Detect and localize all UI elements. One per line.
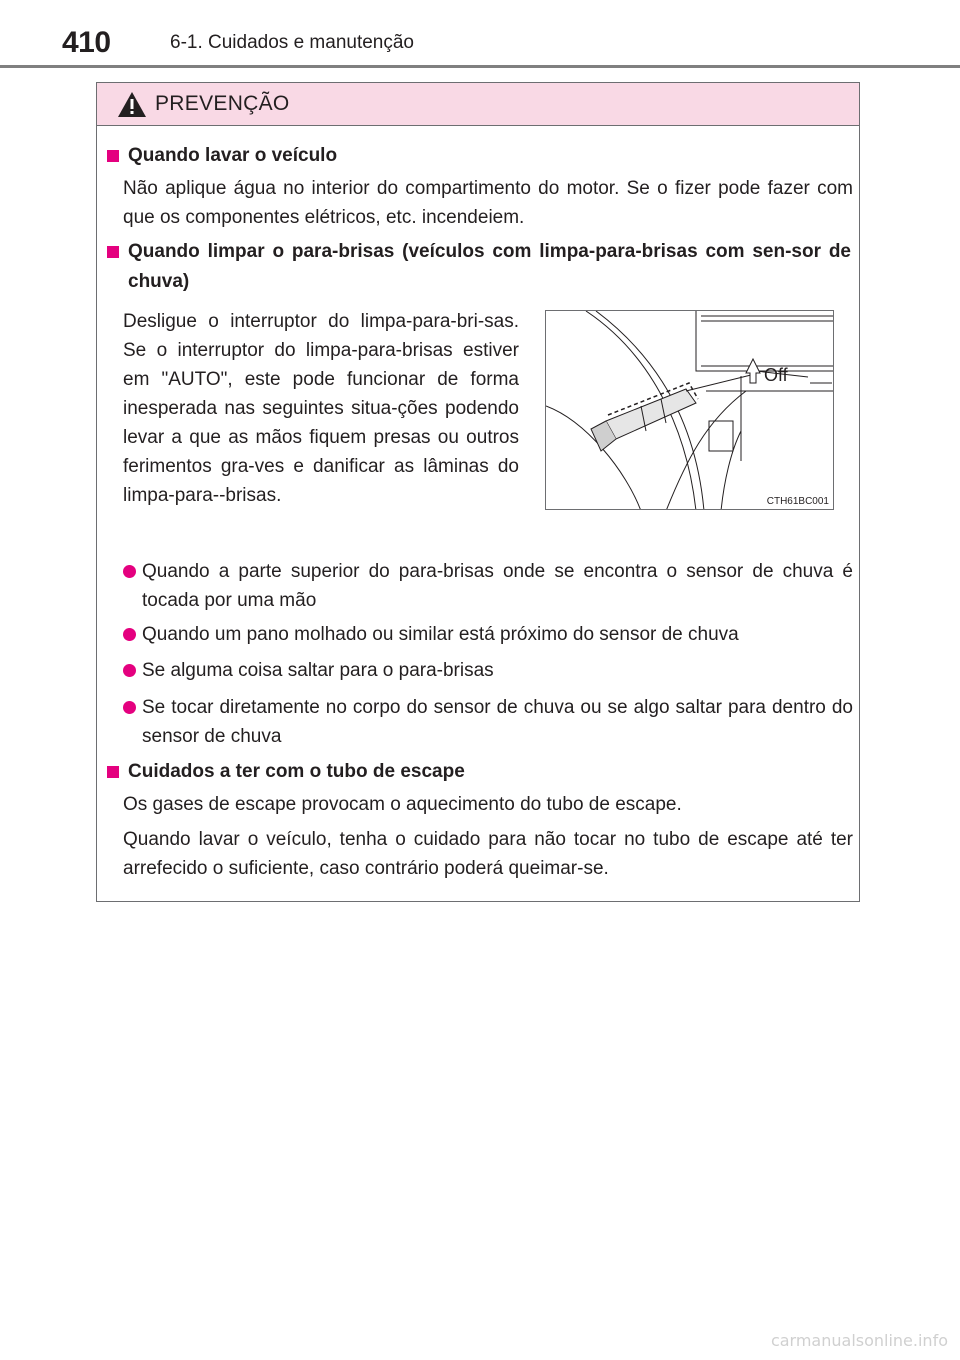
list-item bbox=[123, 620, 853, 649]
list-item-text: Quando a parte superior do para-brisas onde se encontra o sensor de chuva é tocada por uma mão bbox=[142, 561, 853, 611]
paragraph-washing: Não aplique água no interior do compartimento do motor. Se o fizer pode fazer com que os componentes elétricos, etc. incendeiem. bbox=[123, 178, 853, 228]
heading-text: Cuidados a ter com o tubo de escape bbox=[128, 761, 465, 782]
warning-header bbox=[97, 83, 859, 126]
circle-bullet bbox=[123, 628, 136, 641]
wiper-lever-illustration bbox=[546, 311, 834, 510]
warning-triangle-icon bbox=[117, 91, 147, 118]
off-label: Off bbox=[764, 365, 788, 385]
square-bullet bbox=[107, 150, 119, 162]
paragraph-windshield: Desligue o interruptor do limpa-para-bri-sas. Se o interruptor do limpa-para-brisas estiver em "AUTO", este pode funcionar de forma inesperada nas seguintes situa-ções podendo levar a que as mãos fiquem presas ou outros ferimentos gra-ves e danificar as lâminas do limpa-para--brisas. bbox=[123, 311, 519, 506]
square-bullet bbox=[107, 766, 119, 778]
page-number: 410 bbox=[62, 26, 111, 59]
heading-windshield bbox=[107, 237, 851, 297]
header-rule bbox=[0, 65, 960, 68]
heading-text: Quando limpar o para-brisas (veículos com limpa-para-brisas com sen-sor de chuva) bbox=[128, 241, 851, 292]
heading-exhaust bbox=[107, 757, 851, 787]
circle-bullet bbox=[123, 701, 136, 714]
heading-text: Quando lavar o veículo bbox=[128, 145, 338, 166]
paragraph-exhaust-1: Os gases de escape provocam o aquecimento do tubo de escape. bbox=[123, 794, 682, 815]
circle-bullet bbox=[123, 664, 136, 677]
square-bullet bbox=[107, 246, 119, 258]
list-item-text: Quando um pano molhado ou similar está próximo do sensor de chuva bbox=[142, 624, 739, 645]
list-item bbox=[123, 656, 853, 685]
list-item bbox=[123, 693, 853, 751]
arrow-icon bbox=[746, 359, 760, 383]
circle-bullet bbox=[123, 565, 136, 578]
list-item bbox=[123, 557, 853, 615]
list-item-text: Se alguma coisa saltar para o para-brisas bbox=[142, 660, 494, 681]
list-item-text: Se tocar diretamente no corpo do sensor de chuva ou se algo saltar para dentro do sensor de chuva bbox=[142, 697, 853, 747]
figure-code: CTH61BC001 bbox=[766, 496, 829, 507]
warning-title: PREVENÇÃO bbox=[155, 92, 290, 115]
wiper-switch-figure bbox=[545, 310, 834, 510]
section-title: 6-1. Cuidados e manutenção bbox=[170, 32, 414, 53]
paragraph-exhaust-2: Quando lavar o veículo, tenha o cuidado para não tocar no tubo de escape até ter arrefecido o suficiente, caso contrário poderá queimar-se. bbox=[123, 829, 853, 879]
heading-washing bbox=[107, 141, 851, 171]
watermark: carmanualsonline.info bbox=[770, 1331, 948, 1350]
